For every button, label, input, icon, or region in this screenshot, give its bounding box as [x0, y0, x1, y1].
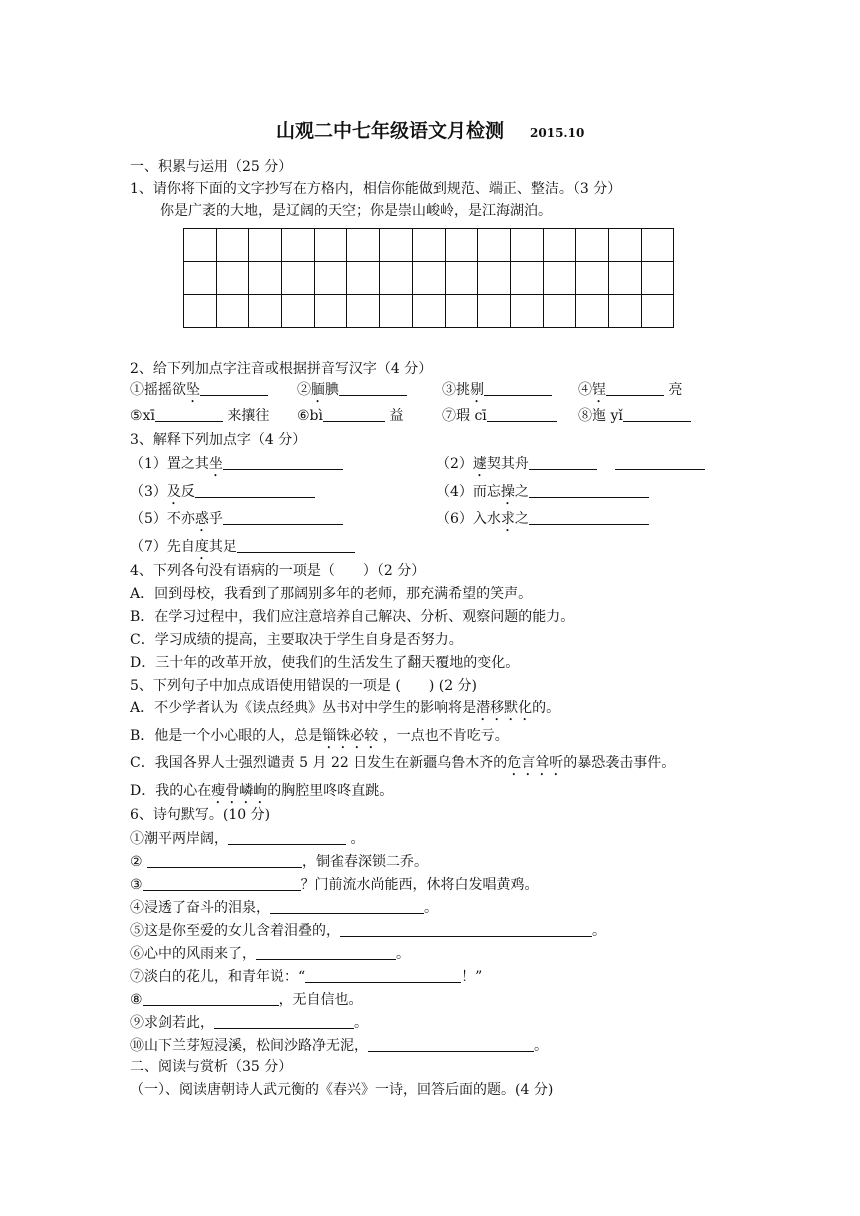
recite-text: ⑥心中的风雨来了， — [130, 946, 256, 962]
recite-item — [130, 921, 606, 940]
q5-option — [130, 782, 393, 807]
writing-grid[interactable] — [183, 228, 674, 328]
item-text: （6）入水 — [436, 511, 501, 527]
grid-cell[interactable] — [576, 295, 609, 328]
item-text: ①摇摇欲 — [130, 382, 186, 398]
explain-item — [436, 454, 705, 480]
grid-cell[interactable] — [641, 262, 674, 295]
answer-blank[interactable] — [529, 509, 649, 525]
answer-blank[interactable] — [223, 509, 343, 525]
recite-text: ⑨求剑若此， — [130, 1015, 214, 1031]
grid-cell[interactable] — [510, 295, 543, 328]
grid-cell[interactable] — [445, 262, 478, 295]
pinyin-item — [578, 406, 691, 425]
pinyin-item — [130, 380, 268, 406]
grid-cell[interactable] — [543, 295, 576, 328]
answer-blank[interactable] — [623, 406, 691, 422]
answer-blank[interactable] — [487, 406, 557, 422]
exam-date: 2015.10 — [530, 126, 585, 140]
item-text: 亮 — [664, 382, 683, 398]
answer-blank[interactable] — [305, 967, 461, 983]
section-heading-2: 二、阅读与赏析（35 分） — [130, 1059, 293, 1075]
grid-cell[interactable] — [510, 229, 543, 262]
recite-text: ④浸透了奋斗的泪泉， — [130, 900, 270, 916]
grid-cell[interactable] — [445, 295, 478, 328]
explain-item — [130, 509, 343, 535]
item-text: 之 — [514, 511, 529, 527]
item-text: （7）先自 — [130, 539, 195, 555]
answer-blank[interactable] — [340, 921, 592, 937]
recite-item — [130, 1036, 548, 1055]
q4-option-b: B．在学习过程中，我们应注意培养自己解决、分析、观察问题的能力。 — [130, 609, 575, 625]
answer-blank[interactable] — [155, 406, 223, 422]
item-text: 之 — [514, 484, 529, 500]
recite-item — [130, 829, 364, 848]
recite-text: ①潮平两岸阔， — [130, 831, 228, 847]
item-text: （2） — [436, 456, 473, 472]
grid-cell[interactable] — [412, 229, 445, 262]
recite-text: ，铜雀春深锁二乔。 — [302, 854, 429, 870]
grid-cell[interactable] — [184, 262, 217, 295]
grid-cell[interactable] — [412, 262, 445, 295]
explain-item — [436, 482, 649, 508]
item-text: 反 — [180, 484, 195, 500]
grid-cell[interactable] — [608, 295, 641, 328]
grid-cell[interactable] — [445, 229, 478, 262]
answer-blank[interactable] — [484, 380, 552, 396]
answer-blank[interactable] — [143, 990, 279, 1006]
q5-option — [130, 699, 560, 724]
grid-cell[interactable] — [184, 295, 217, 328]
recite-item — [130, 1013, 368, 1032]
grid-cell[interactable] — [347, 262, 380, 295]
grid-cell[interactable] — [249, 229, 282, 262]
answer-blank[interactable] — [143, 875, 301, 891]
option-text: 的暴恐袭击事件。 — [563, 755, 676, 771]
question-5: 5、下列句子中加点成语使用错误的一项是 ( ) (2 分) — [130, 678, 478, 694]
grid-cell[interactable] — [543, 229, 576, 262]
dotted-char: 剔 — [470, 382, 484, 398]
section-heading: 一、积累与运用（25 分） — [130, 159, 293, 175]
dotted-char: 腼 — [311, 382, 325, 398]
recite-text: 。 — [534, 1038, 548, 1054]
grid-cell[interactable] — [282, 262, 315, 295]
grid-cell[interactable] — [282, 295, 315, 328]
recite-item — [130, 967, 482, 986]
explain-item — [130, 454, 343, 480]
grid-cell[interactable] — [380, 295, 413, 328]
answer-blank[interactable] — [323, 406, 385, 422]
grid-cell[interactable] — [478, 229, 511, 262]
recite-text: ！” — [461, 969, 483, 985]
answer-blank[interactable] — [256, 944, 396, 960]
grid-cell[interactable] — [380, 229, 413, 262]
recite-text: 。 — [396, 946, 410, 962]
q4-option-c: C．学习成绩的提高，主要取决于学生自身是否努力。 — [130, 632, 463, 648]
recite-text: 。 — [592, 923, 606, 939]
dotted-char: 度 — [194, 539, 209, 555]
pinyin-item — [578, 380, 682, 406]
item-text: （3） — [130, 484, 167, 500]
pinyin-item — [130, 406, 269, 425]
recite-text: ？门前流水尚能西，休将白发唱黄鸡。 — [300, 877, 539, 893]
answer-blank[interactable] — [615, 454, 705, 470]
grid-cell[interactable] — [249, 295, 282, 328]
item-text: ⑧迤 yǐ — [578, 408, 623, 424]
pinyin-item — [297, 406, 403, 425]
item-text: ② — [297, 382, 311, 398]
option-text: D．我的心在 — [130, 783, 212, 799]
option-text: A．不少学者认为《读点经典》丛书对中学生的影响将是 — [130, 700, 477, 716]
recite-text: ⑦淡白的花儿，和青年说：“ — [130, 969, 306, 985]
recite-text: ② — [130, 854, 148, 870]
dotted-idiom: 危言耸听 — [507, 755, 564, 771]
question-1: 1、请你将下面的文字抄写在方格内，相信你能做到规范、端正、整洁。（3 分） — [130, 181, 622, 197]
reading-prompt: （一）、阅读唐朝诗人武元衡的《春兴》一诗，回答后面的题。(4 分) — [130, 1082, 554, 1098]
grid-cell[interactable] — [576, 229, 609, 262]
grid-cell[interactable] — [478, 262, 511, 295]
q4-option-a: A．回到母校，我看到了那阔别多年的老师，那充满希望的笑声。 — [130, 586, 533, 602]
grid-cell[interactable] — [608, 229, 641, 262]
explain-item — [130, 482, 315, 508]
answer-blank[interactable] — [339, 380, 407, 396]
dotted-char: 遽 — [472, 456, 487, 472]
question-2: 2、给下列加点字注音或根据拼音写汉字（4 分） — [130, 361, 433, 377]
answer-blank[interactable] — [529, 454, 597, 470]
question-6: 6、诗句默写。(10 分) — [130, 807, 271, 823]
recite-text: ，无自信也。 — [278, 992, 363, 1008]
grid-cell[interactable] — [314, 295, 347, 328]
recite-text: 。 — [354, 1015, 368, 1031]
dotted-idiom: 锱铢必较 — [322, 728, 379, 744]
option-text: C．我国各界人士强烈谴责 5 月 22 日发生在新疆乌鲁木齐的 — [130, 755, 508, 771]
pinyin-item — [442, 406, 557, 425]
pinyin-item — [442, 380, 552, 406]
grid-cell[interactable] — [380, 262, 413, 295]
dotted-char: 坐 — [208, 456, 223, 472]
dotted-char: 惑 — [194, 511, 209, 527]
item-text: ④ — [578, 382, 592, 398]
option-text: B．他是一个小心眼的人，总是 — [130, 728, 323, 744]
recite-text: 。 — [424, 900, 438, 916]
question-4: 4、下列各句没有语病的一项是（ ）（2 分） — [130, 563, 426, 579]
explain-item — [130, 537, 355, 563]
dotted-char: 坠 — [186, 382, 200, 398]
recite-item — [130, 852, 428, 871]
dotted-char: 求 — [500, 511, 515, 527]
option-text: 的。 — [532, 700, 561, 716]
grid-cell[interactable] — [184, 229, 217, 262]
answer-blank[interactable] — [237, 537, 355, 553]
grid-cell[interactable] — [249, 262, 282, 295]
dotted-char: 及 — [166, 484, 181, 500]
item-text: 契其舟 — [486, 456, 529, 472]
option-text: 的胸腔里咚咚直跳。 — [267, 783, 394, 799]
recite-item — [130, 898, 438, 917]
grid-cell[interactable] — [216, 295, 249, 328]
recite-text: 。 — [346, 831, 365, 847]
item-text: （4）而忘 — [436, 484, 501, 500]
item-text: 来攘往 — [222, 408, 270, 424]
item-text: ⑥bì — [297, 408, 323, 424]
recite-text: ③ — [130, 877, 143, 893]
dotted-idiom: 潜移默化 — [476, 700, 533, 716]
grid-cell[interactable] — [314, 229, 347, 262]
grid-cell[interactable] — [543, 262, 576, 295]
dotted-char: 操 — [500, 484, 515, 500]
item-text: ⑦瑕 cī — [442, 408, 487, 424]
grid-cell[interactable] — [478, 295, 511, 328]
item-text: ⑤xī — [130, 408, 155, 424]
grid-cell[interactable] — [576, 262, 609, 295]
item-text: 益 — [385, 408, 404, 424]
item-text: 腆 — [325, 382, 339, 398]
item-text: 其足 — [208, 539, 237, 555]
answer-blank[interactable] — [228, 829, 346, 845]
answer-blank[interactable] — [223, 454, 343, 470]
question-3: 3、解释下列加点字（4 分） — [130, 432, 307, 448]
q5-option — [130, 754, 675, 779]
answer-blank[interactable] — [606, 380, 664, 396]
grid-cell[interactable] — [216, 229, 249, 262]
q5-option — [130, 727, 509, 752]
answer-blank[interactable] — [368, 1036, 534, 1052]
spacer — [597, 456, 615, 472]
recite-text: ⑩山下兰芽短浸溪，松间沙路净无泥， — [130, 1038, 368, 1054]
pinyin-item — [297, 380, 407, 406]
grid-cell[interactable] — [608, 262, 641, 295]
grid-cell[interactable] — [347, 295, 380, 328]
answer-blank[interactable] — [529, 482, 649, 498]
recite-item — [130, 990, 363, 1009]
grid-cell[interactable] — [412, 295, 445, 328]
grid-cell[interactable] — [282, 229, 315, 262]
answer-blank[interactable] — [270, 898, 424, 914]
item-text: 乎 — [208, 511, 223, 527]
recite-item — [130, 875, 539, 894]
answer-blank[interactable] — [200, 380, 268, 396]
answer-blank[interactable] — [147, 852, 302, 868]
dotted-char: 锃 — [592, 382, 606, 398]
grid-cell[interactable] — [347, 229, 380, 262]
item-text: ③挑 — [442, 382, 470, 398]
answer-blank[interactable] — [214, 1013, 354, 1029]
page-title: 山观二中七年级语文月检测 2015.10 — [276, 120, 585, 142]
dotted-idiom: 瘦骨嶙峋 — [211, 783, 268, 799]
item-text: （5）不亦 — [130, 511, 195, 527]
explain-item — [436, 509, 649, 535]
recite-item — [130, 944, 410, 963]
grid-cell[interactable] — [641, 295, 674, 328]
copy-text: 你是广袤的大地，是辽阔的天空；你是崇山峻岭，是江海湖泊。 — [160, 203, 552, 219]
recite-text: ⑧ — [130, 992, 143, 1008]
grid-cell[interactable] — [510, 262, 543, 295]
grid-cell[interactable] — [641, 229, 674, 262]
item-text: （1）置之其 — [130, 456, 209, 472]
option-text: ，一点也不肯吃亏。 — [378, 728, 509, 744]
q4-option-d: D．三十年的改革开放，使我们的生活发生了翻天覆地的变化。 — [130, 655, 520, 671]
grid-cell[interactable] — [216, 262, 249, 295]
answer-blank[interactable] — [195, 482, 315, 498]
recite-text: ⑤这是你至爱的女儿含着泪叠的， — [130, 923, 340, 939]
grid-cell[interactable] — [314, 262, 347, 295]
